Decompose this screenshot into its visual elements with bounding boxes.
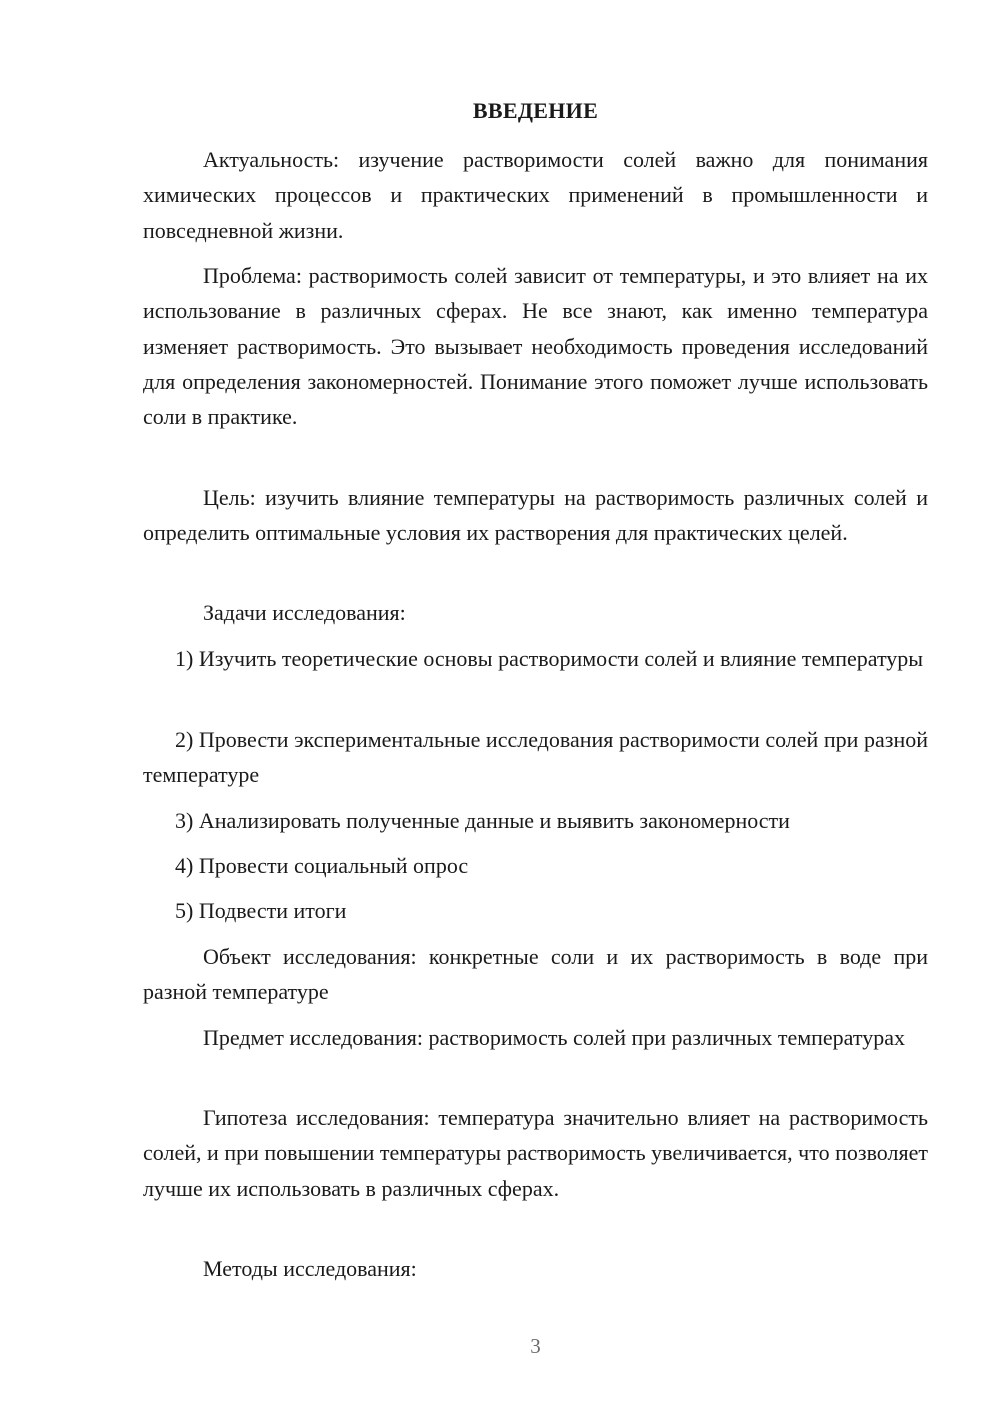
- task-item-4: 4) Провести социальный опрос: [175, 853, 469, 878]
- hypothesis-paragraph: Гипотеза исследования: температура значительно влияет на растворимость солей, и при повышении температуры растворимость увеличивается, что позволяет лучше их использовать в различных сферах.: [143, 1105, 928, 1201]
- problem-paragraph: Проблема: растворимость солей зависит от температуры, и это влияет на их использование в различных сферах. Не все знают, как именно температура изменяет растворимость. Это вызывает необходимость проведения исследований для определения закономерностей. Понимание этого поможет лучше использовать соли в практике.: [143, 263, 928, 430]
- document-page: [143, 0, 928, 1414]
- relevance-paragraph: Актуальность: изучение растворимости солей важно для понимания химических процессов и практических применений в промышленности и повседневной жизни.: [143, 147, 928, 243]
- tasks-heading: Задачи исследования:: [203, 600, 406, 625]
- subject-paragraph: Предмет исследования: растворимость солей при различных температурах: [203, 1025, 905, 1050]
- task-item-3: 3) Анализировать полученные данные и выявить закономерности: [175, 808, 790, 833]
- goal-paragraph: Цель: изучить влияние температуры на растворимость различных солей и определить оптимальные условия их растворения для практических целей.: [143, 485, 928, 546]
- task-item-5: 5) Подвести итоги: [175, 898, 347, 923]
- task-item-1: 1) Изучить теоретические основы растворимости солей и влияние температуры: [175, 646, 924, 671]
- object-paragraph: Объект исследования: конкретные соли и их растворимость в воде при разной температуре: [143, 944, 928, 1005]
- page-title: ВВЕДЕНИЕ: [472, 98, 599, 123]
- methods-heading: Методы исследования:: [203, 1256, 417, 1281]
- task-item-2: 2) Провести экспериментальные исследования растворимости солей при разной температуре: [143, 727, 928, 788]
- page-number: 3: [530, 1334, 541, 1358]
